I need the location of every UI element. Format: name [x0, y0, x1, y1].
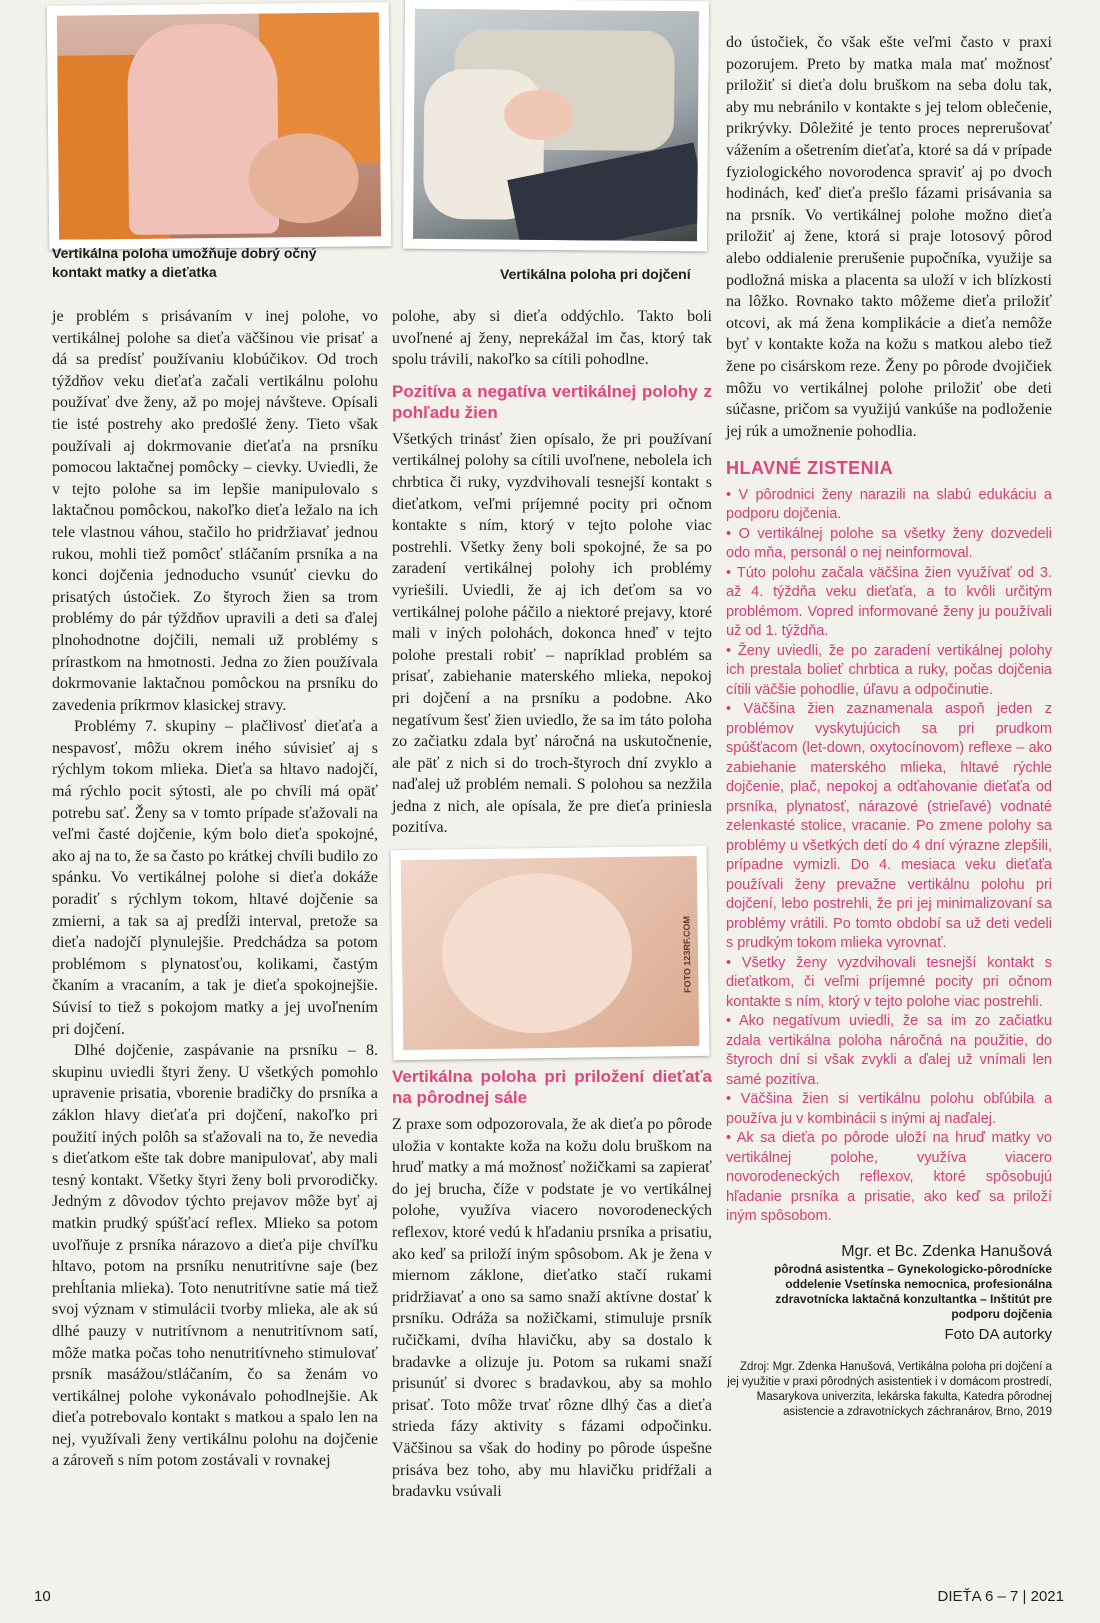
baby-figure-shape [248, 133, 359, 224]
photo-image [413, 9, 699, 241]
baby-head-shape [441, 872, 633, 1035]
page-number: 10 [34, 1588, 51, 1605]
findings-item: • V pôrodnici ženy narazili na slabú edukáciu a podporu dojčenia. [726, 486, 1052, 525]
author-block [726, 1241, 1052, 1346]
article-column-1 [52, 306, 378, 1472]
findings-item: • Ak sa dieťa po pôrode uloží na hruď matky vo vertikálnej polohe, využíva viacero novorodeneckých reflexov, ktoré spôsobujú hľadanie prsníka a prisatie, ako keď sa priloží iným spôsobom. [726, 1129, 1052, 1227]
magazine-issue: DIEŤA 6 – 7 | 2021 [937, 1588, 1064, 1605]
photo-credit: Foto DA autorky [944, 1326, 1052, 1344]
findings-title: HLAVNÉ ZISTENIA [726, 458, 894, 479]
findings-item: • Väčšina žien si vertikálnu polohu obľúbila a používa ju v kombinácii s inými aj naďalej. [726, 1090, 1052, 1129]
credit-text: FOTO 123RF.COM [681, 916, 693, 994]
mother-figure-shape [127, 23, 279, 235]
paragraph: je problém s prisávaním v inej polohe, vo vertikálnej polohe sa dieťa väčšinou vie prisať a dá sa predísť používaniu klobúčikov. Od troch týždňov veku dieťaťa začali vertikálnu polohu používať dve ženy, až po mojej návšteve. Opísali tie isté postrehy ako predošlé ženy. Tieto však používali aj dokrmovanie dieťaťa na prsníku pomocou laktačnej pomôcky – cievky. Uviedli, že v tejto polohe sa im lepšie manipulovalo s laktačnou pomôckou, nakoľko dieťa ležalo na ich tele vlastnou váhou, stačilo ho pridržiavať jednou rukou, mohli tiež pomôcť stláčaním prsníka a na konci dojčenia jednoducho vsunúť cievku do prisatých ústočiek. Zo štyroch žien sa trom problémy do pár týždňov upravili a deti sa ďalej plnohodnotne dojčili, nemali už problémy s prírastkom na hmotnosti. Jedna zo žien používala dokrmovanie laktačnou pomôckou na prsníku do zavedenia príkrmov klasickej stravy. [52, 308, 378, 714]
photo2-caption: Vertikálna poloha pri dojčení [500, 266, 691, 282]
photo-vertical-position [403, 0, 709, 251]
section-heading: Vertikálna poloha pri priložení dieťaťa na pôrodnej sále [392, 1067, 712, 1107]
paragraph: Z praxe som odpozorovala, že ak dieťa po pôrode uložia v kontakte koža na kožu dolu bruškom na hruď matky a má možnosť nožičkami sa zapierať do jej brucha, číže v podstate je vo vertikálnej polohe, využíva viacero novorodeneckých reflexov, ktoré vedú k hľadaniu prsníka a prisatiu, ako keď sa priloží iným spôsobom. Ak je žena v miernom záklone, dieťatko stačí rukami pridržiavať a ono sa samo snaží aktívne dostať k prsníku. Odráža sa nožičkami, stimuluje prsník ručičkami, dvíha hlavičku, aby sa dostalo k bradavke a olizuje ju. Potom sa rukami snaží prisunúť si dvorec s bradavkou, aby sa mohlo prisať. Toto môže trvať rôzne dlhý čas a dieťa strieda fázy aktivity s fázami odpočinku. Väčšinou sa však do hodiny po pôrode úspešne prisáva bez toho, aby mu hlavičku pridŕžali a bradavku vsúvali [392, 1116, 712, 1501]
photo-sleeping-newborn [391, 846, 710, 1060]
baby-figure-shape [504, 90, 574, 141]
findings-item: • O vertikálnej polohe sa všetky ženy dozvedeli odo mňa, personál o nej neinformoval. [726, 525, 1052, 564]
findings-item: • Väčšina žien zaznamenala aspoň jeden z problémov vyskytujúcich sa pri prudkom spúšťacom (let-down, oxytocínovom) reflexe – ako zabiehanie materského mlieka, hltavé rýchle dojčenie, plač, nepokoj a odťahovanie dieťaťa od prsníka, plynatosť, nárazové (strieľavé) vodnaté zelenkasté stolice, vracanie. Po zmene polohy sa problémy u všetkých detí do 4 dní výrazne zlepšili, prípadne vymizli. Do 4. mesiaca veku dieťaťa používali ženy prevažne vertikálnu polohu pri dojčení, lebo postrehli, že pri jej minimalizovaní sa problémy vrátili. Po tomto období sa už deti vedeli s prudkým tokom mlieka vyrovnať. [726, 700, 1052, 954]
paragraph: Všetkých trinásť žien opísalo, že pri používaní vertikálnej polohy sa cítili uvoľnene, nebolela ich chrbtica či ruky, vyzdvihovali tesnejší kontakt s dieťatkom, veľmi príjemné pocity pri očnom kontakte s ním, ktorý v tejto polohe viac postrehli. Všetky ženy boli spokojné, že sa po zaradení vertikálnej polohy ich problémy vyriešili. Uviedli, že aj ich deťom sa vo vertikálnej polohe páčilo a niektoré prejavy, ktoré mali v iných polohách, dokonca hneď v tejto polohe prestali robiť – napríklad problém sa prisať, zabiehanie materského mlieka, nepokoj pri dojčení a na prsníku a podobne. Ako negatívum šesť žien uviedlo, že sa im táto poloha zo začiatku zdala byť náročná na uskutočnenie, ale päť z nich si do troch-štyroch dní zvyklo a naďalej už problém nemali. S polohou sa nezžila jedna z nich, ale opísala, že pre dieťa priniesla pozitíva. [392, 430, 712, 837]
article-column-3 [726, 32, 1052, 1420]
photo-image [57, 12, 381, 239]
findings-item: • Ako negatívum uviedli, že sa im zo začiatku zdala vertikálna poloha náročná na použitie, do štyroch dní si však zvykli a ďalej už vnímali len samé pozitíva. [726, 1012, 1052, 1090]
findings-item: • Ženy uviedli, že po zaradení vertikálnej polohy ich prestala bolieť chrbtica a ruky, počas dojčenia cítili väčšie pohodlie, úľavu a odpočinutie. [726, 642, 1052, 701]
photo-image [401, 856, 700, 1050]
author-name: Mgr. et Bc. Zdenka Hanušová [841, 1242, 1052, 1260]
paragraph: Problémy 7. skupiny – plačlivosť dieťaťa a nespavosť, môžu okrem iného súvisieť aj s rýchlym tokom mlieka. Dieťa sa hltavo nadojčí, má rýchlo pocit sýtosti, ale po chvíli má opäť potrebu sať. Ženy sa v tomto prípade sťažovali na veľmi časté dojčenie, kým bolo dieťa spokojné, ako aj na to, že sa často po krátkej chvíli budilo zo spánku. Vo vertikálnej polohe si dieťa dokáže poradiť s rýchlym tokom, hltavé dojčenie sa zmierni, a tak sa aj predĺži interval, pretože sa dieťa nadojčí plynulejšie. Predchádza sa potom problémom s plynatosťou, kolikami, častým čkaním a vracaním, a tak je dieťa spokojnejšie. Súvisí to tiež s pokojom matky a jej uvoľnením pri dojčení. [52, 718, 378, 1038]
article-column-2 [392, 306, 712, 839]
photo-mother-baby-eye-contact [47, 2, 392, 250]
paragraph: Dlhé dojčenie, zaspávanie na prsníku – 8. skupinu uviedli štyri ženy. U všetkých pomohlo upravenie prisatia, vborenie bradičky do prsníka a záklon hlavy dieťaťa pri dojčení, nakoľko pri použití iných polôh sa sťažovali na to, že nevedia s dieťatkom ešte tak dobre manipulovať, aby mali tesný kontakt. Všetky štyri ženy boli prvorodičky. Jedným z dôvodov týchto prejavov môže byť aj matkin prudký spúšťací reflex. Mlieko sa potom uvoľňuje z prsníka nárazovo a dieťa pije chvíľku hltavo, potom na prsníku nenutritívne saje (bez prehĺtania mlieka). Toto nenutritívne satie má tiež svoj význam v stimulácii tvorby mlieka, ale ak sú dlhé pauzy v nutritívnom a nenutritívnom satí, môže matka počas toho nenutritívneho stimulovať prsník masážou/stláčaním, čo sa ženám vo vertikálnej polohe vykonávalo pohodlnejšie. Ak dieťa potrebovalo kontakt s matkou a spalo len na nej, využívali ženy vertikálnu polohu na dojčenie a zároveň s ním potom zostávali v rovnakej [52, 1042, 378, 1470]
section-heading: Pozitíva a negatíva vertikálnej polohy z pohľadu žien [392, 381, 712, 422]
article-column-2-lower [392, 1066, 712, 1503]
paragraph: polohe, aby si dieťa oddýchlo. Takto boli uvoľnené aj ženy, neprekážal im čas, ktorý tak spolu trávili, nakoľko sa cítili pohodlne. [392, 308, 712, 369]
paragraph: do ústočiek, čo však ešte veľmi často v praxi pozorujem. Preto by matka mala mať možnosť priložiť si dieťa dolu bruškom na seba dolu tak, aby mu nebránilo v kontakte s jej telom oblečenie, prikrývky. Dôležité je tento proces neprerušovať vážením a ošetrením dieťaťa, ktoré sa dá v prípade fyziologického novorodenca spraviť aj po dvoch hodinách, keď dieťa prešlo fázami prisávania sa na prsník. Vo vertikálnej polohe možno dieťa priložiť aj žene, ktorá si praje lotosový pôrod alebo oddialenie prerušenie pupočníka, využije sa podložná miska a placenta sa uloží v ich blízkosti na lôžko. Rovnako takto môžeme dieťa priložiť otcovi, ak má žena komplikácie a dieťa nemôže byť v kontakte koža na kožu s matkou alebo tiež žene po cisárskom reze. Ženy po pôrode dvojičiek môžu vo vertikálnej polohe priložiť obe deti súčasne, pričom sa využijú vankúše na podloženie jej rúk a umožnenie pohodlia. [726, 34, 1052, 440]
findings-item: • Túto polohu začala väčšina žien využívať od 3. až 4. týždňa veku dieťaťa, a to kvôli určitým problémom. Vopred informované ženy ju používali už od 1. týždňa. [726, 564, 1052, 642]
source-note: Zdroj: Mgr. Zdenka Hanušová, Vertikálna poloha pri dojčení a jej využitie v praxi pôrodných asistentiek i v domácom prostredí, Masarykova univerzita, lekárska fakulta, Katedra pôrodnej asistencie a zdravotníckych záchranárov, Brno, 2019 [727, 1361, 1052, 1419]
findings-list [726, 486, 1052, 1227]
photo1-caption: Vertikálna poloha umožňuje dobrý očný kontakt matky a dieťatka [52, 245, 317, 280]
findings-item: • Všetky ženy vyzdvihovali tesnejší kontakt s dieťatkom, či veľmi príjemné pocity pri očnom kontakte s ním, ktorý v tejto polohe viac postrehli. [726, 954, 1052, 1013]
author-role: pôrodná asistentka – Gynekologicko-pôrodnícke oddelenie Vsetínska nemocnica, profesionálna zdravotnícka laktačná konzultantka – Inštitút pre podporu dojčenia [773, 1262, 1052, 1322]
